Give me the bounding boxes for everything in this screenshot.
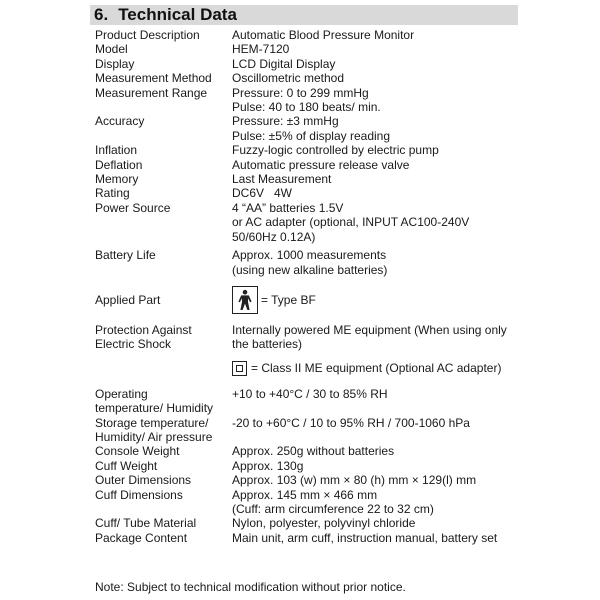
spec-value	[232, 201, 525, 244]
spec-row-applied-part	[95, 286, 525, 314]
footnote: Note: Subject to technical modification without prior notice.	[95, 580, 406, 594]
spec-value: Automatic pressure release valve	[232, 157, 410, 172]
spec-label-line: Electric Shock	[95, 337, 172, 352]
spec-label: Package Content	[95, 530, 188, 545]
spec-value: DC6V 4W	[232, 186, 293, 201]
spec-value-line: (using new alkaline batteries)	[232, 262, 388, 277]
spec-value: +10 to +40°C / 30 to 85% RH	[232, 386, 388, 401]
spec-value	[232, 86, 525, 115]
spec-value	[232, 114, 525, 143]
spec-value-line: Internally powered ME equipment (When using only	[232, 322, 507, 337]
section-header	[90, 5, 518, 25]
spec-row-measurement-range	[95, 86, 525, 115]
spec-row-power-source	[95, 201, 525, 244]
class-ii-text: = Class II ME equipment (Optional AC adapter)	[251, 361, 502, 376]
spec-row-accuracy	[95, 114, 525, 143]
spec-label	[95, 323, 232, 376]
spec-row-memory	[95, 172, 525, 186]
spec-value: LCD Digital Display	[232, 56, 336, 71]
spec-value: Nylon, polyester, polyvinyl chloride	[232, 516, 416, 531]
spec-label: Applied Part	[95, 292, 161, 307]
spec-value	[232, 323, 525, 376]
spec-row-protection	[95, 323, 525, 376]
spec-value-line: Pressure: ±3 mmHg	[232, 114, 339, 129]
spec-value-line: (Cuff: arm circumference 22 to 32 cm)	[232, 501, 434, 516]
spec-label: Measurement Method	[95, 71, 212, 86]
section-title: Technical Data	[118, 5, 237, 24]
spec-label-line: temperature/ Humidity	[95, 401, 214, 416]
spec-row-outer-dimensions	[95, 473, 525, 487]
spec-label: Measurement Range	[95, 85, 208, 100]
spec-label	[95, 416, 232, 445]
spec-label: Cuff Dimensions	[95, 487, 183, 502]
spec-row-inflation	[95, 143, 525, 157]
spec-row-console-weight	[95, 444, 525, 458]
spec-row-measurement-method	[95, 71, 525, 85]
spec-value: Main unit, arm cuff, instruction manual, battery set	[232, 530, 498, 545]
spec-value-line: 4 “AA” batteries 1.5V	[232, 200, 344, 215]
spec-value	[232, 286, 525, 314]
spec-label: Memory	[95, 172, 139, 187]
spec-value-line: 50/60Hz 0.12A)	[232, 229, 316, 244]
spec-row-cuff-material	[95, 516, 525, 530]
spec-label: Display	[95, 56, 135, 71]
type-bf-text: = Type BF	[261, 292, 316, 307]
spec-value-line: Pressure: 0 to 299 mmHg	[232, 85, 369, 100]
spec-label	[95, 387, 232, 416]
spec-row-display	[95, 57, 525, 71]
spec-value: Approx. 103 (w) mm × 80 (h) mm × 129(l) mm	[232, 473, 477, 488]
spec-row-battery-life	[95, 248, 525, 277]
spec-value	[232, 488, 525, 517]
spec-label-line: Protection Against	[95, 322, 192, 337]
spec-value: HEM-7120	[232, 42, 290, 57]
spec-label: Console Weight	[95, 444, 180, 459]
spec-label-line: Operating	[95, 386, 148, 401]
spec-row-deflation	[95, 158, 525, 172]
spec-value: Automatic Blood Pressure Monitor	[232, 28, 415, 42]
spec-label: Battery Life	[95, 248, 156, 263]
spec-value: Last Measurement	[232, 172, 332, 187]
spec-label-line: Storage temperature/	[95, 415, 209, 430]
spec-value-line: Pulse: ±5% of display reading	[232, 128, 391, 143]
spec-label: Accuracy	[95, 114, 145, 129]
technical-data-table	[95, 28, 525, 545]
spec-row-model	[95, 42, 525, 56]
class-ii-double-square-icon	[232, 361, 247, 376]
spec-value: Approx. 130g	[232, 458, 304, 473]
class-ii-line	[232, 361, 525, 376]
type-bf-person-icon	[232, 286, 258, 314]
spec-row-cuff-dimensions	[95, 488, 525, 517]
spec-label: Model	[95, 42, 128, 57]
spec-value-line: Approx. 1000 measurements	[232, 248, 387, 263]
spec-row-storage	[95, 416, 525, 445]
spec-value-line: Pulse: 40 to 180 beats/ min.	[232, 100, 381, 115]
spec-value: -20 to +60°C / 10 to 95% RH / 700-1060 hPa	[232, 415, 470, 430]
spec-label: Deflation	[95, 157, 143, 172]
spec-value: Approx. 250g without batteries	[232, 444, 395, 459]
spec-label: Product Description	[95, 28, 200, 42]
class-ii-inner-square	[236, 365, 243, 372]
spec-row-package-content	[95, 531, 525, 545]
spec-value-line: the batteries)	[232, 337, 303, 352]
spec-label: Outer Dimensions	[95, 473, 192, 488]
spec-value	[232, 248, 525, 277]
spec-value: Fuzzy-logic controlled by electric pump	[232, 143, 439, 158]
spec-row-operating	[95, 387, 525, 416]
section-number: 6.	[94, 5, 109, 24]
spec-value-line: Approx. 145 mm × 466 mm	[232, 487, 378, 502]
spec-row-rating	[95, 186, 525, 200]
spec-row-cuff-weight	[95, 459, 525, 473]
spec-label: Cuff/ Tube Material	[95, 516, 197, 531]
spec-label: Power Source	[95, 200, 171, 215]
spec-value-line: or AC adapter (optional, INPUT AC100-240V	[232, 215, 470, 230]
spec-label: Cuff Weight	[95, 458, 158, 473]
spec-label: Rating	[95, 186, 130, 201]
spec-row-product-description	[95, 28, 525, 42]
spec-label: Inflation	[95, 143, 138, 158]
spec-value: Oscillometric method	[232, 71, 345, 86]
spec-label-line: Humidity/ Air pressure	[95, 429, 213, 444]
